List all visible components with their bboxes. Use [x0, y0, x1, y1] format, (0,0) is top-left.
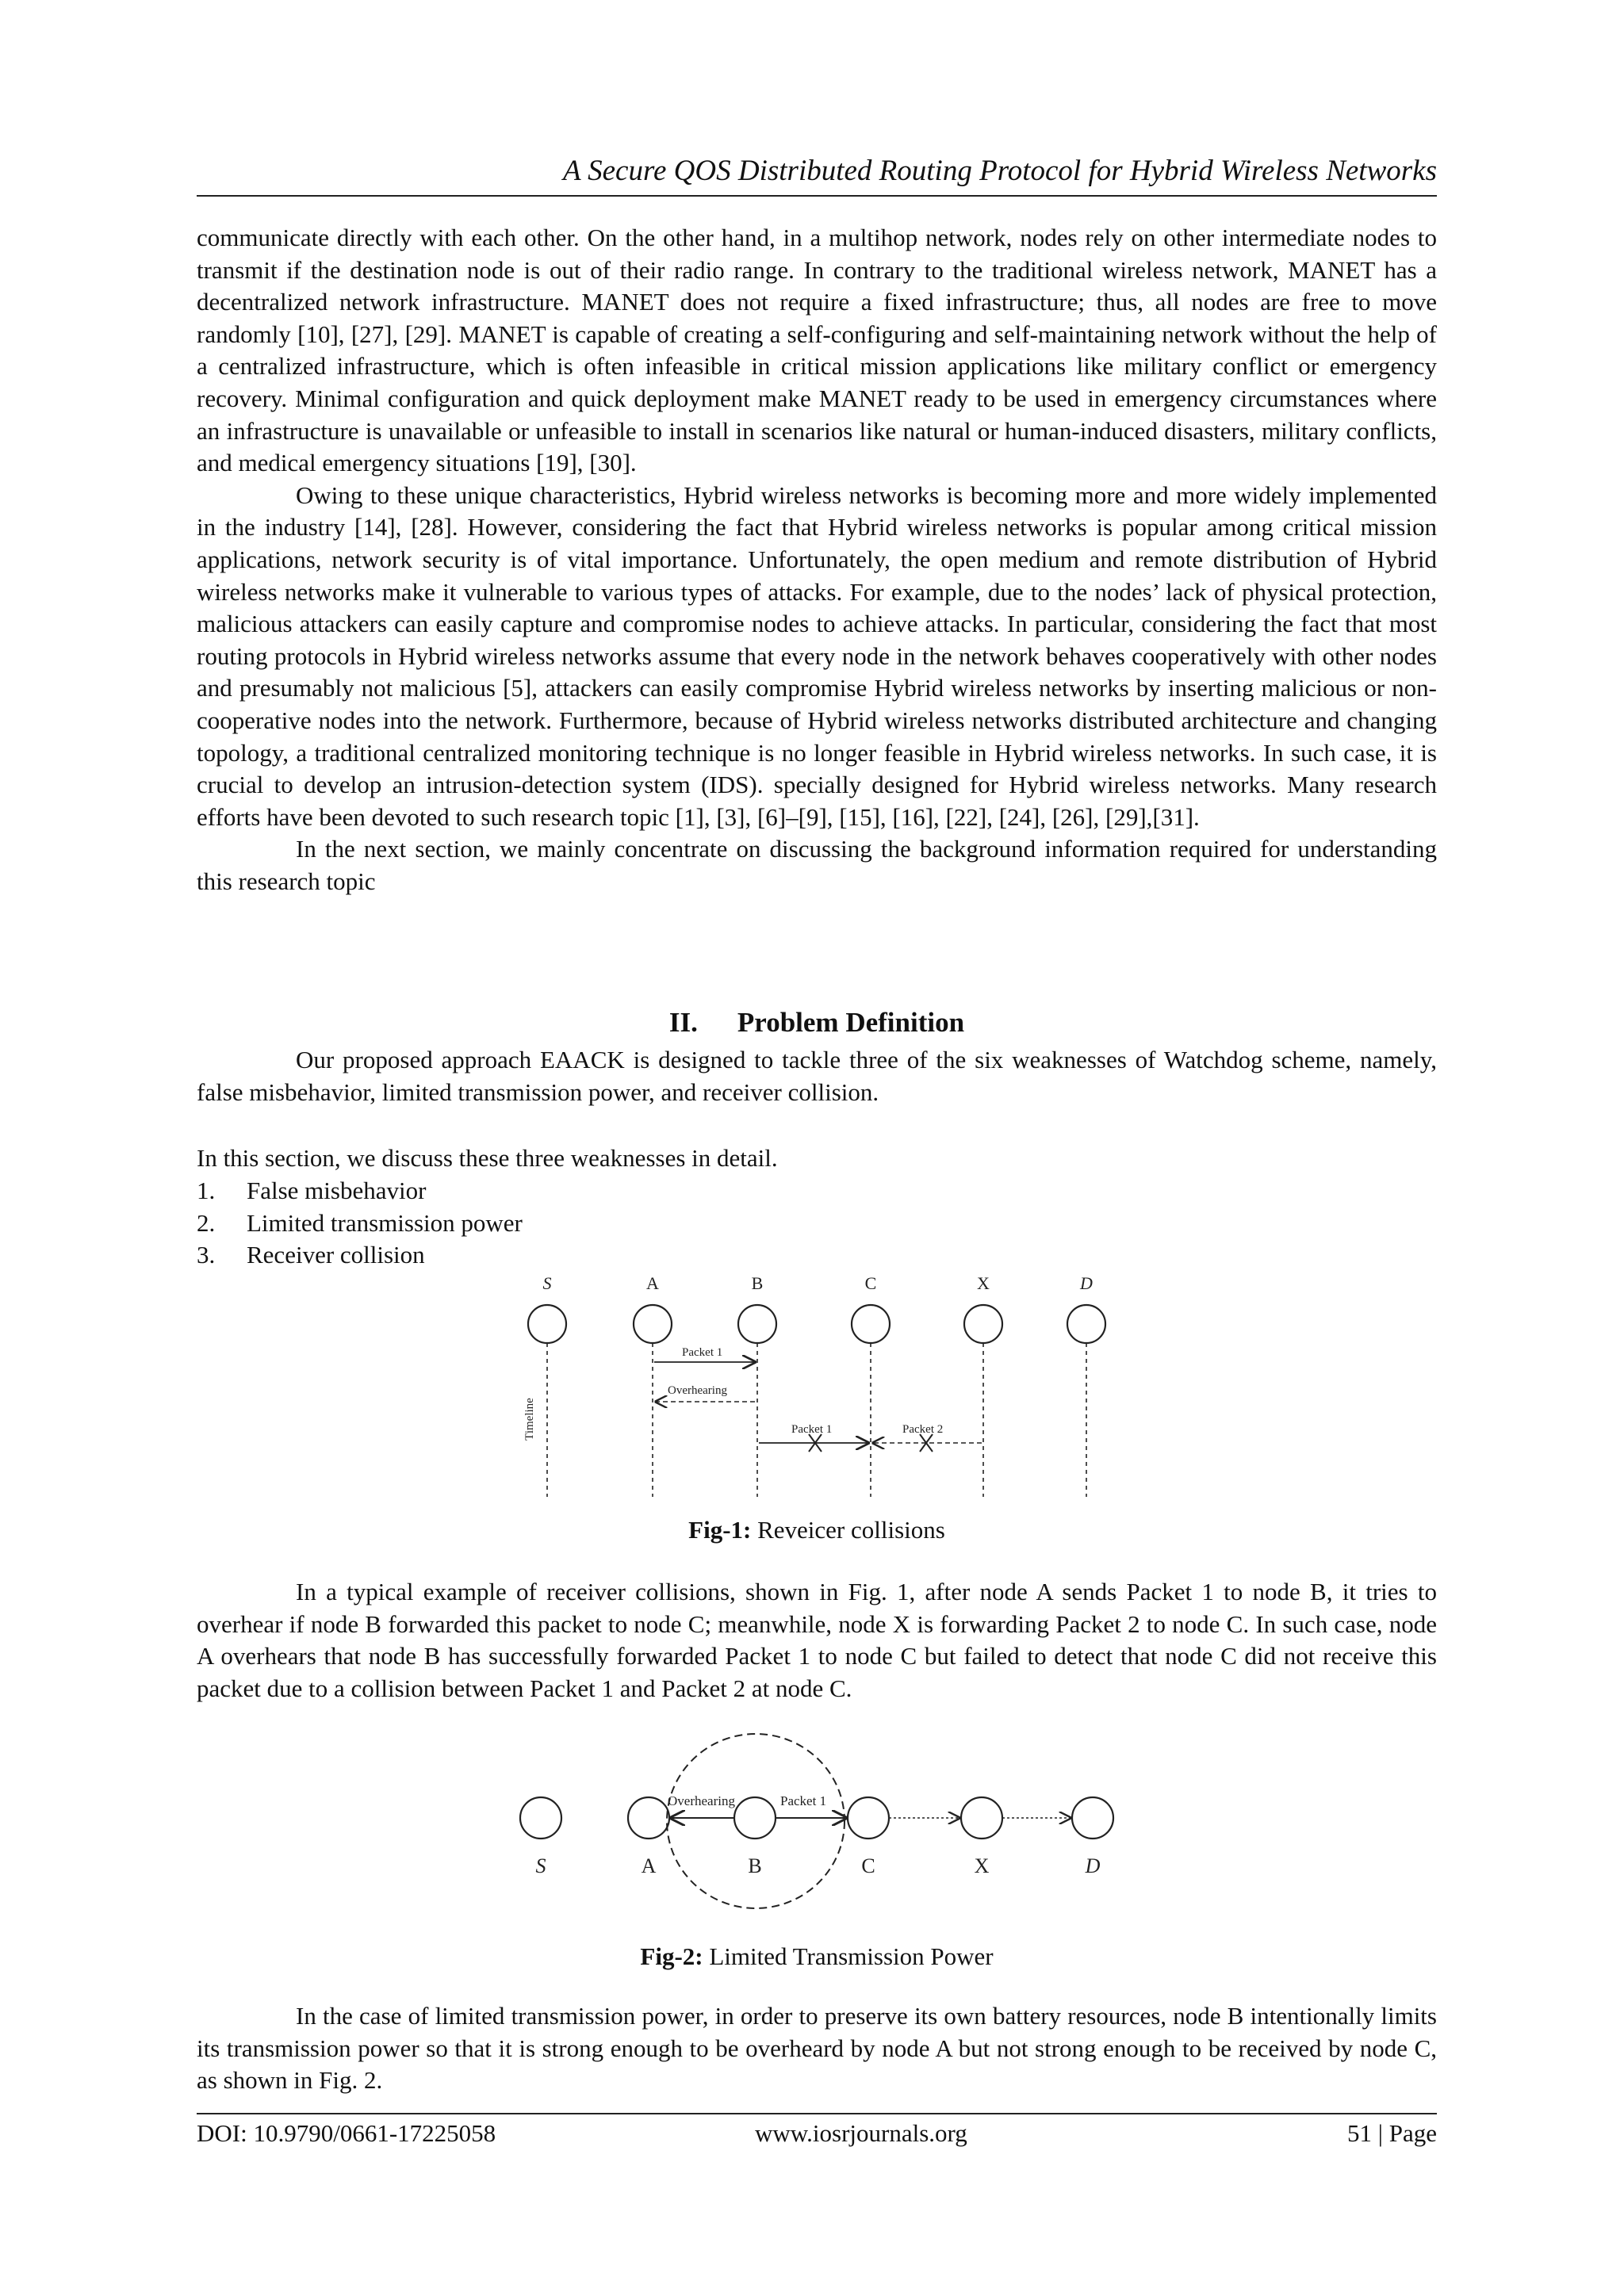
collision-explanation — [197, 1576, 1437, 1705]
section-lead — [197, 1142, 1437, 1175]
fig2-node-label: B — [748, 1854, 762, 1877]
fig2-caption: Fig-2: Limited Transmission Power — [640, 1942, 994, 1970]
section-title: Problem Definition — [737, 1007, 965, 1038]
fig2-node-x — [961, 1797, 1002, 1839]
section-heading — [197, 1007, 1437, 1039]
paragraph-2: Owing to these unique characteristics, Hybrid wireless networks is becoming more and more widely implemented in the industry [14], [28]. However, considering the fact that Hybrid wireless networks is popular among critical mission applications, network security is of vital importance. Unfortunately, the open medium and remote distribution of Hybrid wireless networks make it vulnerable to various types of attacks. For example, due to the nodes’ lack of physical protection, malicious attackers can easily capture and compromise nodes to achieve attacks. In particular, considering the fact that most routing protocols in Hybrid wireless networks assume that every node in the network behaves cooperatively with other nodes and presumably not malicious [5], attackers can easily compromise Hybrid wireless networks by inserting malicious or non-cooperative nodes into the network. Furthermore, because of Hybrid wireless networks distributed architecture and changing topology, a traditional centralized monitoring technique is no longer feasible in Hybrid wireless networks. In such case, it is crucial to develop an intrusion-detection system (IDS). specially designed for Hybrid wireless networks. Many research efforts have been devoted to such research topic [1], [3], [6]–[9], [15], [16], [22], [24], [26], [29],[31]. — [197, 480, 1437, 831]
footer-page-number: 51 | Page — [1347, 2119, 1437, 2147]
fig2-node-c — [848, 1797, 889, 1839]
running-header: A Secure QOS Distributed Routing Protocol for Hybrid Wireless Networks — [562, 155, 1437, 187]
fig2-node-label: A — [641, 1854, 657, 1877]
footer-rule — [197, 2113, 1437, 2114]
fig2-node-label: S — [535, 1854, 546, 1877]
fig2-packet1-label: Packet 1 — [780, 1793, 827, 1808]
paragraph-4: Our proposed approach EAACK is designed to tackle three of the six weaknesses of Watchdog scheme, namely, false misbehavior, limited transmission power, and receiver collision. — [197, 1046, 1437, 1106]
fig1-node-c — [852, 1305, 890, 1343]
fig1-node-d — [1067, 1305, 1105, 1343]
fig1-node-label: C — [864, 1273, 877, 1293]
fig1-timelines — [547, 1343, 1086, 1497]
fig1-node-x — [964, 1305, 1002, 1343]
fig1-node-label: B — [751, 1273, 764, 1293]
figure-1-receiver-collision — [500, 1269, 1134, 1506]
footer-site: www.iosrjournals.org — [755, 2119, 967, 2147]
fig1-packet1-label: Packet 1 — [682, 1346, 723, 1359]
paragraph-5: In this section, we discuss these three weaknesses in detail. — [197, 1144, 778, 1172]
paragraph-3: In the next section, we mainly concentrate on discussing the background information required for understanding this research topic — [197, 835, 1437, 895]
fig1-packet2-label: Packet 2 — [902, 1423, 944, 1436]
footer-doi: DOI: 10.9790/0661-17225058 — [197, 2119, 496, 2147]
paragraph-6: In a typical example of receiver collisions, shown in Fig. 1, after node A sends Packet 1 to node B, it tries to overhear if node B forwarded this packet to node C; meanwhile, node X is forwarding Packet 2 to node C. In such case, node A overhears that node B has successfully forwarded Packet 1 to node C but failed to detect that node C did not receive this packet due to a collision between Packet 1 and Packet 2 at node C. — [197, 1578, 1437, 1702]
fig1-node-s — [528, 1305, 566, 1343]
paragraph-7: In the case of limited transmission power, in order to preserve its own battery resources, node B intentionally limits its transmission power so that it is strong enough to be overheard by node A but not strong enough to be received by node C, as shown in Fig. 2. — [197, 2002, 1437, 2095]
fig2-transmission-range — [667, 1734, 845, 1908]
section-number: II. — [668, 1007, 698, 1038]
fig1-timeline-label: Timeline — [523, 1398, 536, 1441]
transmission-explanation — [197, 2000, 1437, 2097]
paragraph-1: communicate directly with each other. On the other hand, in a multihop network, nodes rely on other intermediate nodes to transmit if the destination node is out of their radio range. In contrary to the traditional wireless network, MANET has a decentralized network infrastructure. MANET does not require a fixed infrastructure; thus, all nodes are free to move randomly [10], [27], [29]. MANET is capable of creating a self-configuring and self-maintaining network without the help of a centralized infrastructure, which is often infeasible in critical mission applications like military conflict or emergency recovery. Minimal configuration and quick deployment make MANET ready to be used in emergency circumstances where an infrastructure is unavailable or unfeasible to install in scenarios like natural or human-induced disasters, military conflicts, and medical emergency situations [19], [30]. — [197, 224, 1437, 477]
fig1-node-label: A — [646, 1273, 659, 1293]
fig1-node-b — [738, 1305, 776, 1343]
intro-text — [197, 222, 1437, 897]
fig1-packet1b-label: Packet 1 — [791, 1423, 833, 1436]
fig2-overhearing-label: Overhearing — [668, 1793, 735, 1808]
fig2-node-label: X — [974, 1854, 990, 1877]
header-rule — [197, 195, 1437, 197]
problem-intro — [197, 1044, 1437, 1108]
fig1-node-label: S — [542, 1273, 552, 1293]
fig2-node-d — [1072, 1797, 1113, 1839]
fig2-node-label: D — [1085, 1854, 1101, 1877]
fig2-node-b — [734, 1797, 776, 1839]
list-item: 1. False misbehavior — [197, 1177, 427, 1204]
fig2-node-label: C — [861, 1854, 875, 1877]
fig1-overhearing-label: Overhearing — [668, 1384, 727, 1397]
figure-2-limited-transmission — [500, 1724, 1134, 1931]
list-item: 3. Receiver collision — [197, 1241, 425, 1269]
fig1-caption: Fig-1: Reveicer collisions — [688, 1516, 945, 1544]
fig2-node-s — [520, 1797, 561, 1839]
fig1-node-label: D — [1080, 1273, 1093, 1293]
fig1-node-label: X — [977, 1273, 990, 1293]
fig2-node-a — [628, 1797, 669, 1839]
list-item: 2. Limited transmission power — [197, 1208, 523, 1237]
weakness-list — [197, 1175, 523, 1272]
fig1-node-a — [634, 1305, 672, 1343]
